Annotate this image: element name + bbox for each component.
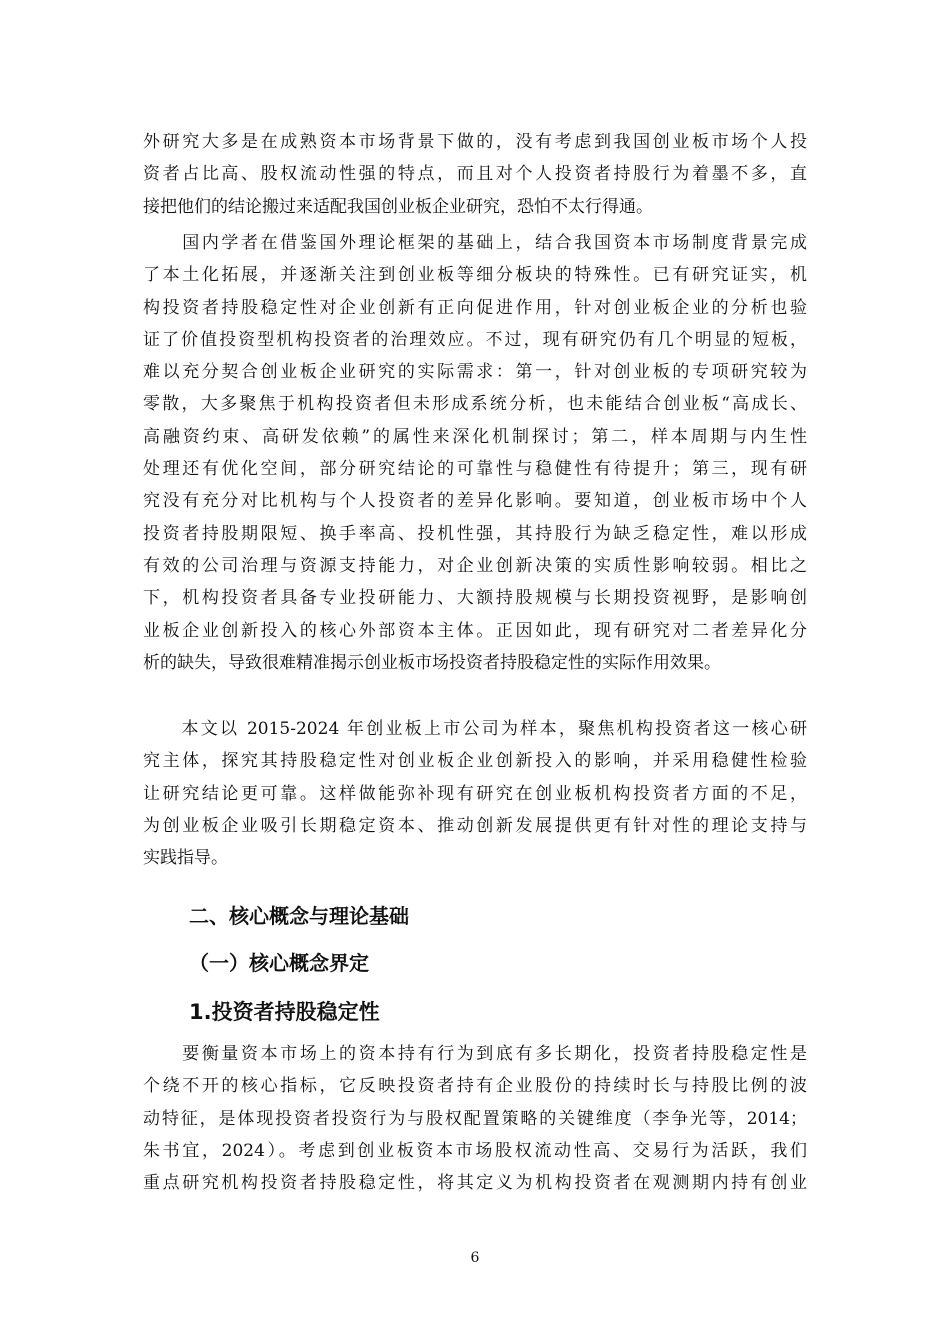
text-line: 高融资约束、高研发依赖”的属性来深化机制探讨；第二，样本周期与内生性 [143, 426, 807, 447]
text-line: 朱书宜，2024）。考虑到创业板资本市场股权流动性高、交易行为活跃，我们 [143, 1140, 807, 1161]
text-line: 重点研究机构投资者持股稳定性，将其定义为机构投资者在观测期内持有创业 [143, 1173, 807, 1194]
text-line: 要衡量资本市场上的资本持有行为到底有多长期化，投资者持股稳定性是 [143, 1044, 807, 1064]
section-heading: 二、核心概念与理论基础 [189, 904, 409, 928]
text-line: 证了价值投资型机构投资者的治理效应。不过，现有研究仍有几个明显的短板， [143, 329, 807, 350]
text-line: 接把他们的结论搬过来适配我国创业板企业研究，恐怕不太行得通。 [143, 196, 653, 217]
paragraph-4 [143, 1038, 807, 1199]
paragraph-3 [143, 713, 807, 874]
page-number: 6 [470, 1250, 480, 1266]
text-line: 动特征，是体现投资者投资行为与股权配置策略的关键维度（李争光等，2014； [143, 1108, 807, 1129]
text-line: 投资者持股期限短、换手率高、投机性强，其持股行为缺乏稳定性，难以形成 [143, 523, 807, 544]
text-line: 业板企业创新投入的核心外部资本主体。正因如此，现有研究对二者差异化分 [143, 620, 807, 641]
text-line: 实践指导。 [143, 848, 228, 869]
text-line: 有效的公司治理与资源支持能力，对企业创新决策的实质性影响较弱。相比之 [143, 555, 807, 576]
text-line: 让研究结论更可靠。这样做能弥补现有研究在创业板机构投资者方面的不足， [143, 783, 807, 804]
text-line: 构投资者持股稳定性对企业创新有正向促进作用，针对创业板企业的分析也验 [143, 297, 807, 318]
subsection-heading: （一）核心概念界定 [189, 951, 369, 975]
text-line: 难以充分契合创业板企业研究的实际需求：第一，针对创业板的专项研究较为 [143, 362, 807, 383]
paragraph-2 [143, 227, 807, 679]
text-line: 了本土化拓展，并逐渐关注到创业板等细分板块的特殊性。已有研究证实，机 [143, 265, 807, 286]
text-line: 国内学者在借鉴国外理论框架的基础上，结合我国资本市场制度背景完成 [143, 233, 807, 253]
text-line: 究没有充分对比机构与个人投资者的差异化影响。要知道，创业板市场中个人 [143, 491, 807, 512]
text-line: 为创业板企业吸引长期稳定资本、推动创新发展提供更有针对性的理论支持与 [143, 815, 807, 836]
text-line: 资者占比高、股权流动性强的特点，而且对个人投资者持股行为着墨不多，直 [143, 164, 807, 185]
text-line: 外研究大多是在成熟资本市场背景下做的，没有考虑到我国创业板市场个人投 [143, 132, 807, 152]
paragraph-1 [143, 126, 807, 223]
text-line: 个绕不开的核心指标，它反映投资者持有企业股份的持续时长与持股比例的波 [143, 1076, 807, 1097]
text-line: 下，机构投资者具备专业投研能力、大额持股规模与长期投资视野，是影响创 [143, 588, 807, 609]
item-heading: 1.投资者持股稳定性 [189, 1000, 380, 1024]
text-line: 析的缺失，导致很难精准揭示创业板市场投资者持股稳定性的实际作用效果。 [143, 652, 721, 673]
text-line: 本文以 2015-2024 年创业板上市公司为样本，聚焦机构投资者这一核心研 [143, 719, 807, 739]
text-line: 处理还有优化空间，部分研究结论的可靠性与稳健性有待提升；第三，现有研 [143, 459, 807, 480]
text-line: 零散，大多聚焦于机构投资者但未形成系统分析，也未能结合创业板“高成长、 [143, 394, 807, 415]
text-line: 究主体，探究其持股稳定性对创业板企业创新投入的影响，并采用稳健性检验 [143, 751, 807, 772]
